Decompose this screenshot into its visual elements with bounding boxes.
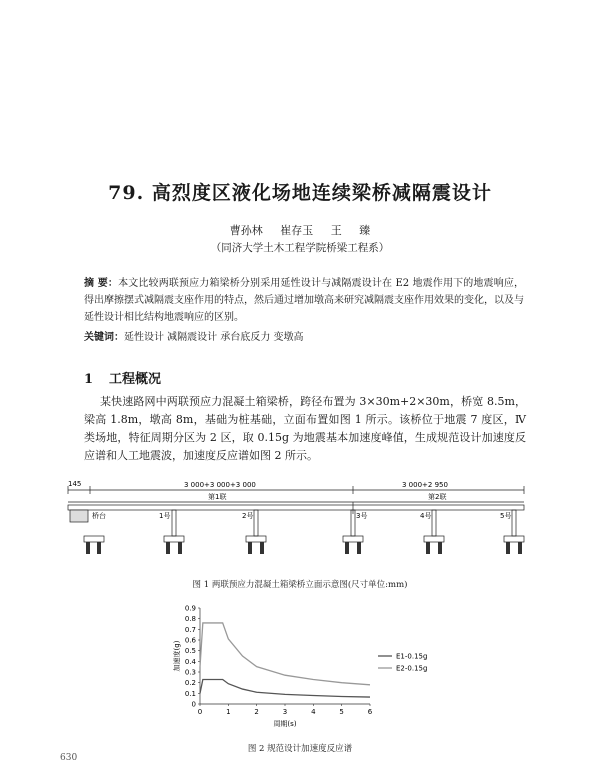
y-tick-label: 0.8 (184, 615, 196, 624)
section-number: 1 (84, 372, 94, 387)
y-tick-label: 0.2 (184, 679, 196, 688)
bridge-elevation-figure (64, 478, 534, 578)
x-tick-label: 6 (367, 708, 373, 716)
abstract (84, 275, 524, 326)
authors: 曹孙林 崔存玉 王 臻 (229, 224, 371, 237)
y-tick-label: 0.6 (184, 636, 196, 645)
series-line-E2-0.15g (200, 623, 370, 685)
x-tick-label: 3 (282, 708, 288, 716)
page-number: 630 (60, 753, 78, 763)
x-tick-label: 2 (254, 708, 259, 716)
y-tick-label: 0.7 (184, 625, 196, 634)
legend-label: E1-0.15g (396, 652, 428, 661)
section-heading (84, 368, 161, 387)
pier-5-label: 5号 (500, 512, 512, 520)
abstract-label: 摘 要： (84, 278, 119, 289)
y-tick-label: 0 (191, 700, 196, 709)
x-axis-label: 周期(s) (273, 720, 297, 728)
abstract-text: 本文比较两联预应力箱梁桥分别采用延性设计与减隔震设计在 E2 地震作用下的地震响应，得出摩擦摆式减隔震支座作用的特点，然后通过增加墩高来研究减隔震支座作用效果的变化，以及与延性设计相比结构地震响应的区别。 (84, 278, 524, 323)
figure2-caption: 图 2 规范设计加速度反应谱 (247, 744, 353, 754)
x-tick-label: 5 (339, 708, 344, 716)
y-axis-label: 加速度(g) (173, 640, 181, 672)
figure1-caption: 图 1 两联预应力混凝土箱梁桥立面示意图(尺寸单位:mm) (192, 580, 408, 590)
y-tick-label: 0.1 (184, 689, 196, 698)
keywords-label: 关键词： (84, 332, 124, 343)
pier-2-label: 2号 (242, 512, 254, 520)
unit1-label: 第1联 (208, 493, 227, 501)
affiliation: （同济大学土木工程学院桥梁工程系） (210, 242, 390, 254)
legend-label: E2-0.15g (396, 664, 428, 673)
dim-span2: 3 000+2 950 (402, 481, 448, 489)
pier-1-label: 1号 (159, 512, 171, 520)
pier-3-label: 3号 (356, 512, 368, 520)
keywords-text: 延性设计 减隔震设计 承台底反力 变墩高 (124, 332, 304, 343)
dim-span1: 3 000+3 000+3 000 (184, 481, 256, 489)
series-line-E1-0.15g (200, 679, 370, 697)
keywords (84, 328, 524, 343)
y-tick-label: 0.3 (184, 668, 196, 677)
dim-left: 145 (68, 480, 82, 488)
y-tick-label: 0.4 (184, 657, 196, 666)
unit2-label: 第2联 (428, 493, 447, 501)
section-title: 工程概况 (109, 372, 162, 387)
y-tick-label: 0.5 (184, 647, 196, 656)
response-spectrum-chart (170, 600, 500, 730)
y-tick-label: 0.9 (184, 604, 196, 613)
abutment-label: 桥台 (92, 512, 106, 520)
x-tick-label: 1 (226, 708, 231, 716)
x-tick-label: 0 (197, 708, 203, 716)
pier-4-label: 4号 (420, 512, 432, 520)
x-tick-label: 4 (311, 708, 316, 716)
section-paragraph: 某快速路网中两联预应力混凝土箱梁桥，跨径布置为 3×30m+2×30m，桥宽 8.5m，梁高 1.8m，墩高 8m，基础为桩基础，立面布置如图 1 所示。该桥位于地震 7 度区，Ⅳ类场地，特征周期分区为 2 区，取 0.15g 为地震基本加速度峰值，生成规范设计加速度反应谱和人工地震波，加速度反应谱如图 2 所示。 (84, 395, 526, 462)
paper-title: 79. 高烈度区液化场地连续梁桥减隔震设计 (108, 182, 492, 204)
